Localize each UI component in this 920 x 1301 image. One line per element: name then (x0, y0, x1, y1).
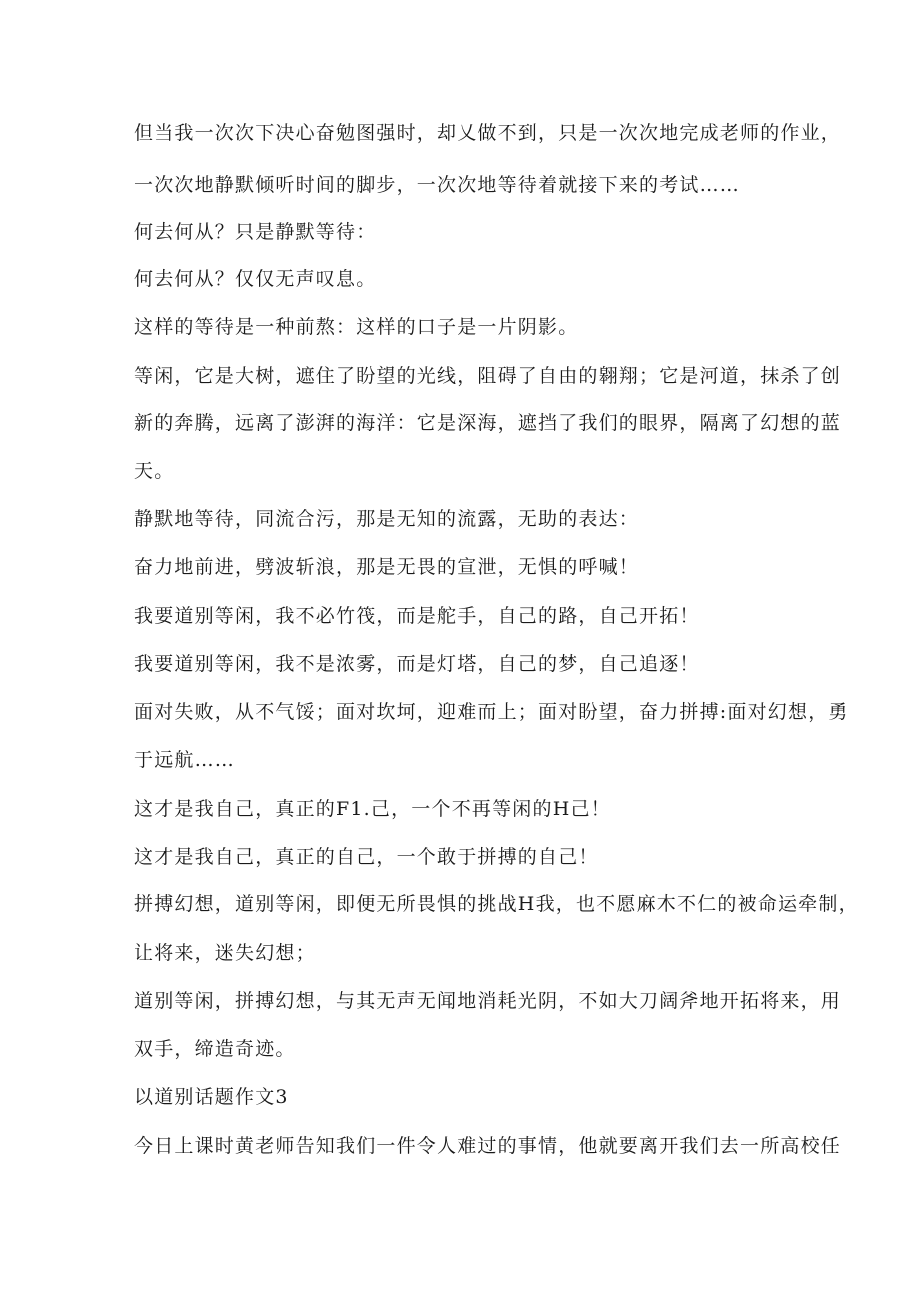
text-line: 双手，缔造奇迹。 (134, 1038, 296, 1060)
text-line: 我要道别等闲，我不是浓雾，而是灯塔，自己的梦，自己追逐！ (134, 653, 700, 675)
text-line: 拼搏幻想，道别等闲，即便无所畏惧的挑战H我，也不愿麻木不仁的被命运牵制， (134, 893, 859, 915)
text-line: 新的奔腾，远离了澎湃的海洋：它是深海，遮挡了我们的眼界，隔离了幻想的蓝 (134, 412, 842, 434)
text-line: 这才是我自己，真正的自己，一个敢于拼搏的自己！ (134, 846, 599, 868)
text-line: 奋力地前进，劈波斩浪，那是无畏的宣泄，无惧的呼喊！ (134, 556, 640, 578)
text-line: 何去何从？只是静默等待： (134, 221, 377, 243)
text-line: 一次次地静默倾听时间的脚步，一次次地等待着就接下来的考试…… (134, 174, 741, 196)
text-line: 我要道别等闲，我不必竹筏，而是舵手，自己的路，自己开拓！ (134, 605, 700, 627)
text-line: 今日上课时黄老师告知我们一件令人难过的事情，他就要离开我们去一所高校任 (134, 1135, 842, 1157)
section-heading: 以道别话题作文3 (134, 1086, 289, 1108)
text-line: 天。 (134, 460, 175, 482)
text-line: 面对失败，从不气馁；面对坎坷，迎难而上；面对盼望，奋力拼搏:面对幻想，勇 (134, 701, 849, 723)
text-line: 但当我一次次下决心奋勉图强时，却乂做不到，只是一次次地完成老师的作业， (134, 122, 842, 144)
text-line: 何去何从？仅仅无声叹息。 (134, 268, 377, 290)
text-line: 等闲，它是大树，遮住了盼望的光线，阻碍了自由的翱翔；它是河道，抹杀了创 (134, 365, 842, 387)
text-line: 于远航…… (134, 749, 236, 771)
text-line: 这样的等待是一种前熬：这样的口子是一片阴影。 (134, 316, 579, 338)
text-line: 让将来，迷失幻想； (134, 942, 316, 964)
text-line: 道别等闲，拼搏幻想，与其无声无闻地消耗光阴，不如大刀阔斧地开拓将来，用 (134, 990, 842, 1012)
text-line: 这才是我自己，真正的F1.己，一个不再等闲的H己！ (134, 798, 611, 820)
text-line: 静默地等待，同流合污，那是无知的流露，无助的表达： (134, 508, 640, 530)
